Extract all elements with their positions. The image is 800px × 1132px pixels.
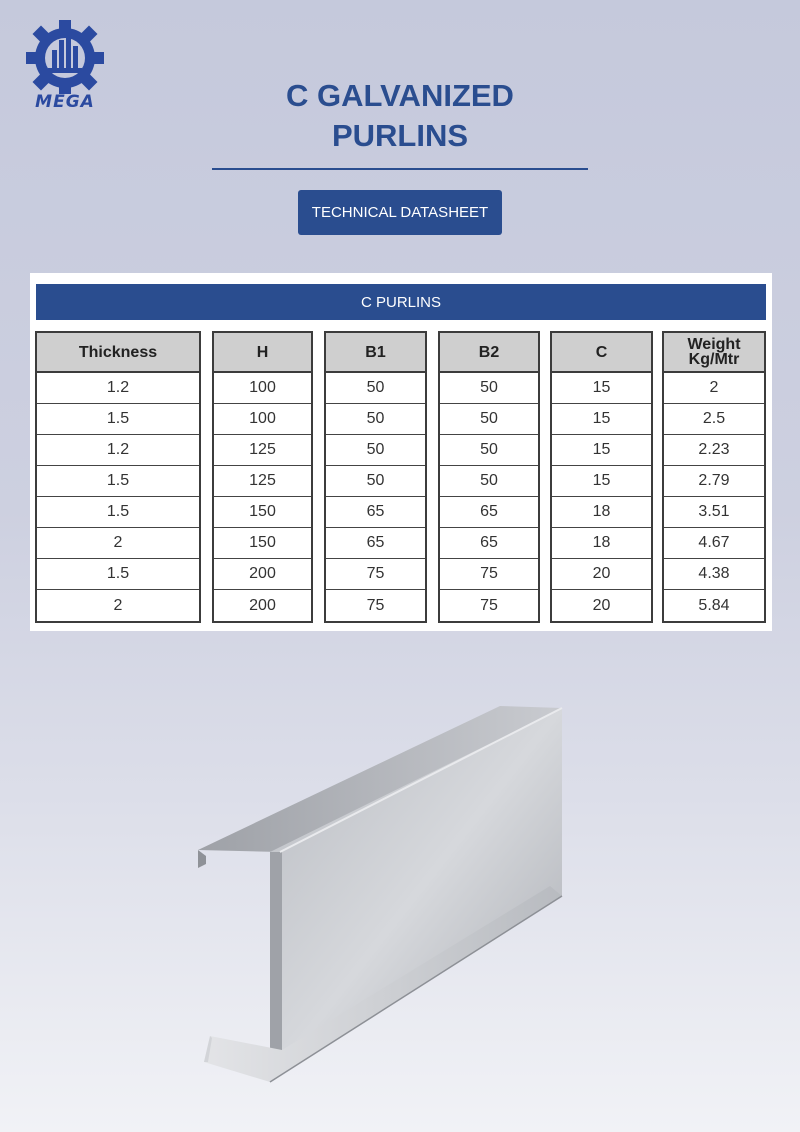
column-thickness xyxy=(35,331,201,623)
column-header: H xyxy=(214,333,311,373)
table-banner: C PURLINS xyxy=(36,284,766,320)
table-cell: 50 xyxy=(440,404,538,435)
title-line-1: C GALVANIZED xyxy=(286,78,514,113)
column-h xyxy=(212,331,313,623)
table-cell: 20 xyxy=(592,596,611,614)
column-c xyxy=(550,331,653,623)
table-cell: 150 xyxy=(214,497,311,528)
table-cell: 50 xyxy=(440,373,538,404)
table-cell: 50 xyxy=(326,404,425,435)
table-cell: 1.2 xyxy=(37,435,199,466)
column-header: B1 xyxy=(326,333,425,373)
table-cell: 150 xyxy=(214,528,311,559)
column-b1 xyxy=(324,331,427,623)
table-cell: 75 xyxy=(480,596,498,614)
c-purlin-image xyxy=(190,690,570,1090)
table-cell: 15 xyxy=(552,435,651,466)
table-cell: 100 xyxy=(214,373,311,404)
table-cell: 1.2 xyxy=(37,373,199,404)
table-cell: 2 xyxy=(37,528,199,559)
table-cell: 65 xyxy=(326,528,425,559)
table-cell: 75 xyxy=(366,596,385,614)
table-cell: 50 xyxy=(440,466,538,497)
table-cell: 125 xyxy=(214,435,311,466)
column-weight xyxy=(662,331,766,623)
specs-table-card xyxy=(30,273,772,631)
column-header: B2 xyxy=(440,333,538,373)
table-cell: 18 xyxy=(552,497,651,528)
table-cell: 2.5 xyxy=(664,404,764,435)
table-cell: 2 xyxy=(113,596,123,614)
table-cell: 4.38 xyxy=(664,559,764,590)
table-cell: 65 xyxy=(440,497,538,528)
table-cell: 50 xyxy=(326,466,425,497)
table-cell: 15 xyxy=(552,466,651,497)
table-cell: 1.5 xyxy=(37,559,199,590)
technical-datasheet-button[interactable]: TECHNICAL DATASHEET xyxy=(298,190,502,235)
logo-text: MEGA xyxy=(35,92,95,112)
table-cell: 65 xyxy=(440,528,538,559)
table-cell: 20 xyxy=(552,559,651,590)
column-header: Weight Kg/Mtr xyxy=(664,333,764,373)
table-cell: 15 xyxy=(552,373,651,404)
table-cell: 75 xyxy=(440,559,538,590)
table-cell: 75 xyxy=(326,559,425,590)
table-cell: 2.79 xyxy=(664,466,764,497)
c-purlin-steel-profile-image xyxy=(190,690,570,1090)
table-cell: 18 xyxy=(552,528,651,559)
table-cell: 65 xyxy=(326,497,425,528)
title-line-2: PURLINS xyxy=(331,118,469,153)
table-cell: 50 xyxy=(326,373,425,404)
table-cell: 2.23 xyxy=(664,435,764,466)
table-cell: 200 xyxy=(214,559,311,590)
table-cell: 50 xyxy=(440,435,538,466)
table-cell: 15 xyxy=(552,404,651,435)
table-cell: 1.5 xyxy=(37,466,199,497)
table-cell: 1.5 xyxy=(37,404,199,435)
table-cell: 100 xyxy=(214,404,311,435)
table-cell: 125 xyxy=(214,466,311,497)
table-cell: 1.5 xyxy=(37,497,199,528)
table-cell: 200 xyxy=(249,596,276,614)
table-cell: 4.67 xyxy=(664,528,764,559)
page-title xyxy=(0,76,800,156)
column-header: C xyxy=(552,333,651,373)
column-header: Thickness xyxy=(37,333,199,373)
column-b2 xyxy=(438,331,540,623)
table-cell: 50 xyxy=(326,435,425,466)
table-cell: 5.84 xyxy=(698,596,730,614)
table-cell: 2 xyxy=(664,373,764,404)
table-cell: 3.51 xyxy=(664,497,764,528)
title-divider xyxy=(212,168,588,170)
